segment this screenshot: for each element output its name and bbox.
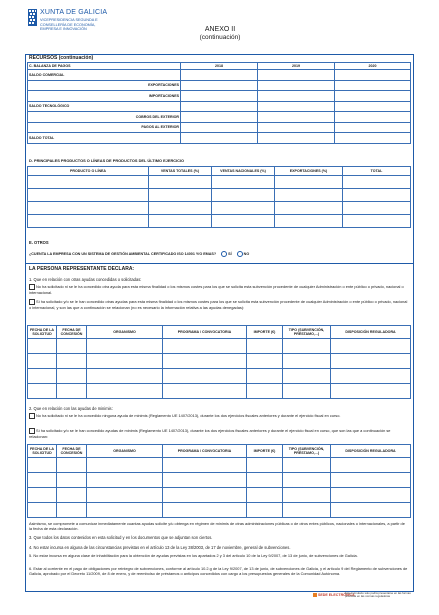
otros-title: E. OTROS <box>29 240 49 245</box>
cell-input[interactable] <box>163 354 247 369</box>
col-importe: IMPORTE (€) <box>247 445 283 458</box>
cell-input[interactable] <box>87 369 163 384</box>
cell-input[interactable] <box>28 215 149 228</box>
col-programa: PROGRAMA / CONVOCATORIA <box>163 445 247 458</box>
q1-opt2-text: Sí ha solicitado y/o se le han concedido otras ayudas para esta misma finalidad o los mismos costes para los que se solicita esta subvención procedente de cualquier Administración o ente público o privado, nacional o internacional, y son las que a continuación se relacionan (no es necesario la información relativa a las ayudas denegadas): <box>29 299 408 310</box>
q1-opt1-text: No ha solicitado ni se le ha concedido otra ayuda para esta misma finalidad o los mismos costes para los que se solicita esta subvención procedente de cualquier Administración o ente público o privado, nacional o internacional. <box>29 284 404 295</box>
cell-input[interactable] <box>343 176 411 189</box>
cell-input[interactable] <box>57 384 87 399</box>
cell-input[interactable] <box>181 112 258 123</box>
sede-icon <box>313 593 317 597</box>
table-row <box>28 369 411 384</box>
cell-input[interactable] <box>181 80 258 91</box>
table-row <box>28 215 411 228</box>
iso-no-option[interactable] <box>237 252 250 256</box>
item-5: 5. No estar incursa en alguna clase de inhabilitación para la obtención de ayudas previstas en los apartados 2 y 3 del artículo 10 de la Ley 9/2007, de 13 de junio, de subvenciones de Galicia. <box>29 553 358 558</box>
cell-input[interactable] <box>258 80 335 91</box>
row-label: COBROS DEL EXTERIOR <box>28 112 181 123</box>
col-organismo: ORGANISMO <box>87 326 163 339</box>
col-fecha-solicitud: FECHA DE LA SOLICITUD <box>28 445 57 458</box>
cell-input[interactable] <box>247 473 283 488</box>
item-3: 3. Que todos los datos contenidos en esta solicitud y en los documentos que se adjuntan son ciertos. <box>29 535 213 540</box>
cell-input[interactable] <box>258 133 335 144</box>
q1-option-2[interactable] <box>29 299 408 310</box>
annex-subtitle: (continuación) <box>199 34 241 41</box>
cell-input[interactable] <box>283 503 331 518</box>
dept-line-2: CONSELLERÍA DE ECONOMÍA, <box>40 22 96 27</box>
cell-input[interactable] <box>247 458 283 473</box>
aid-table-1 <box>27 325 411 399</box>
cell-input[interactable] <box>87 458 163 473</box>
cell-input[interactable] <box>163 488 247 503</box>
cell-input[interactable] <box>57 503 87 518</box>
col-organismo: ORGANISMO <box>87 445 163 458</box>
cell-input[interactable] <box>283 384 331 399</box>
col-ventas-nacionales: VENTAS NACIONALES (%) <box>212 167 275 176</box>
col-disposicion: DISPOSICIÓN REGULADORA <box>331 445 411 458</box>
cell-input[interactable] <box>247 354 283 369</box>
q1-option-1[interactable] <box>29 284 408 295</box>
cell-input[interactable] <box>331 473 411 488</box>
cell-input[interactable] <box>181 70 258 81</box>
cell-input[interactable] <box>28 189 149 202</box>
cell-input[interactable] <box>163 339 247 354</box>
cell-input[interactable] <box>28 473 57 488</box>
cell-input[interactable] <box>247 339 283 354</box>
col-programa: PROGRAMA / CONVOCATORIA <box>163 326 247 339</box>
cell-input[interactable] <box>343 189 411 202</box>
cell-input[interactable] <box>163 503 247 518</box>
cell-input[interactable] <box>331 384 411 399</box>
col-disposicion: DISPOSICIÓN REGULADORA <box>331 326 411 339</box>
cell-input[interactable] <box>331 369 411 384</box>
row-label: IMPORTACIONES <box>28 91 181 102</box>
cell-input[interactable] <box>258 122 335 133</box>
radio-yes[interactable] <box>221 251 227 257</box>
col-fecha-concesion: FECHA DE CONCESIÓN <box>57 326 87 339</box>
cell-input[interactable] <box>283 369 331 384</box>
cell-input[interactable] <box>258 70 335 81</box>
cell-input[interactable] <box>57 369 87 384</box>
row-label: SALDO COMERCIAL <box>28 70 181 81</box>
cell-input[interactable] <box>87 354 163 369</box>
xunta-logo <box>28 9 37 26</box>
table-row <box>28 189 411 202</box>
col-importe: IMPORTE (€) <box>247 326 283 339</box>
cell-input[interactable] <box>331 503 411 518</box>
productos-table <box>27 166 411 228</box>
cell-input[interactable] <box>258 91 335 102</box>
cell-input[interactable] <box>335 112 411 123</box>
declara-title: LA PERSONA REPRESENTANTE DECLARA: <box>29 266 135 272</box>
annex-title: ANEXO II <box>204 26 236 33</box>
aid-table-2 <box>27 444 411 518</box>
col-tipo: TIPO (SUBVENCIÓN, PRÉSTAMO,...) <box>283 445 331 458</box>
iso-question <box>29 251 249 257</box>
cell-input[interactable] <box>283 458 331 473</box>
cell-input[interactable] <box>28 488 57 503</box>
cell-input[interactable] <box>87 473 163 488</box>
balanza-title: C. BALANZA DE PAGOS <box>28 63 181 70</box>
cell-input[interactable] <box>163 384 247 399</box>
table-row <box>28 473 411 488</box>
cell-input[interactable] <box>149 189 212 202</box>
cell-input[interactable] <box>283 488 331 503</box>
table-row <box>28 339 411 354</box>
footer-note: Este formulario solo podrá presentarse en las formas previstas en las normas reguladoras <box>345 591 411 599</box>
cell-input[interactable] <box>247 369 283 384</box>
cell-input[interactable] <box>181 91 258 102</box>
cell-input[interactable] <box>87 488 163 503</box>
row-label: SALDO TOTAL <box>28 133 181 144</box>
col-ventas-totales: VENTAS TOTALES (%) <box>149 167 212 176</box>
cell-input[interactable] <box>335 91 411 102</box>
cell-input[interactable] <box>149 215 212 228</box>
cell-input[interactable] <box>212 215 275 228</box>
q2-opt1-text: No ha solicitado ni se le ha concedido ninguna ayuda de minimis (Reglamento UE 1407/2013), durante los dos ejercicios fiscales anteriores y durante el ejercicio fiscal en curso. <box>36 413 341 418</box>
table-row <box>28 503 411 518</box>
q2-option-2[interactable] <box>29 428 408 439</box>
cell-input[interactable] <box>57 339 87 354</box>
dept-line-3: EMPRESA E INNOVACIÓN <box>40 27 87 31</box>
dept-line-1: VICEPRESIDENCIA SEGUNDA E <box>40 18 98 22</box>
item-4: 4. No estar incursa en alguna de las circunstancias previstas en el artículo 13 de la Ley 38/2003, de 17 de noviembre, general de subvenciones. <box>29 545 291 550</box>
cell-input[interactable] <box>335 70 411 81</box>
cell-input[interactable] <box>275 215 343 228</box>
cell-input[interactable] <box>275 202 343 215</box>
recursos-title: RECURSOS (continuación) <box>29 55 94 61</box>
cell-input[interactable] <box>149 202 212 215</box>
col-total: TOTAL <box>343 167 411 176</box>
cell-input[interactable] <box>57 488 87 503</box>
cell-input[interactable] <box>28 354 57 369</box>
cell-input[interactable] <box>258 101 335 112</box>
cell-input[interactable] <box>28 384 57 399</box>
cell-input[interactable] <box>212 202 275 215</box>
cell-input[interactable] <box>163 369 247 384</box>
table-row <box>28 488 411 503</box>
col-producto: PRODUCTO O LÍNEA <box>28 167 149 176</box>
yes-label: SÍ <box>228 251 232 256</box>
iso-question-text: ¿CUENTA LA EMPRESA CON UN SISTEMA DE GESTIÓN AMBIENTAL CERTIFICADO ISO 14001 Y/O EMAS? <box>29 251 217 256</box>
cell-input[interactable] <box>247 503 283 518</box>
table-row <box>28 458 411 473</box>
col-tipo: TIPO (SUBVENCIÓN, PRÉSTAMO,...) <box>283 326 331 339</box>
cell-input[interactable] <box>57 354 87 369</box>
cell-input[interactable] <box>149 176 212 189</box>
radio-no[interactable] <box>237 251 243 257</box>
cell-input[interactable] <box>28 339 57 354</box>
cell-input[interactable] <box>163 473 247 488</box>
q2-text: 2. Que en relación con las ayudas de minimis: <box>29 406 113 411</box>
item-6: 6. Estar al corriente en el pago de obligaciones por reintegro de subvenciones, conforme al artículo 10.2.g de la Ley 9/2007, de 13 de junio, de subvenciones de Galicia, y el artículo 9 del Reglamento de subvenciones de Galicia, aprobado por el Decreto 11/2009, de 8 de enero, y de reembolso de préstamos o anticipos concedidos con cargo a los presupuestos generales de la Comunidad Autónoma. <box>29 566 408 577</box>
cell-input[interactable] <box>28 369 57 384</box>
cell-input[interactable] <box>331 354 411 369</box>
cell-input[interactable] <box>258 112 335 123</box>
cell-input[interactable] <box>87 384 163 399</box>
org-name: XUNTA DE GALICIA <box>40 9 108 16</box>
cell-input[interactable] <box>335 133 411 144</box>
cell-input[interactable] <box>335 101 411 112</box>
q2-option-1[interactable] <box>29 413 408 419</box>
cell-input[interactable] <box>275 189 343 202</box>
cell-input[interactable] <box>335 80 411 91</box>
cell-input[interactable] <box>87 339 163 354</box>
cell-input[interactable] <box>57 458 87 473</box>
cell-input[interactable] <box>163 458 247 473</box>
cell-input[interactable] <box>87 503 163 518</box>
col-fecha-concesion: FECHA DE CONCESIÓN <box>57 445 87 458</box>
cell-input[interactable] <box>28 202 149 215</box>
cell-input[interactable] <box>283 339 331 354</box>
cell-input[interactable] <box>212 189 275 202</box>
cell-input[interactable] <box>331 339 411 354</box>
closing-statement: Asimismo, se compromete a comunicar inmediatamente cuantas ayudas solicite y/u obtenga en régimen de minimis de otras administraciones públicas o de otros entes públicos, nacionales o internacionales, a partir de la fecha de esta declaración. <box>29 521 405 532</box>
row-label: PAGOS AL EXTERIOR <box>28 122 181 133</box>
year-col-2: 2019 <box>258 63 335 70</box>
balanza-pagos-table <box>27 62 411 144</box>
table-row <box>28 202 411 215</box>
table-row <box>28 354 411 369</box>
iso-yes-option[interactable] <box>221 252 231 256</box>
productos-title: D. PRINCIPALES PRODUCTOS O LÍNEAS DE PRODUCTOS DEL ÚLTIMO EJERCICIO <box>29 158 185 163</box>
q1-text: 1. Que en relación con otras ayudas concedidas o solicitadas: <box>29 277 142 282</box>
cell-input[interactable] <box>28 503 57 518</box>
cell-input[interactable] <box>283 354 331 369</box>
checkbox-q2-no[interactable] <box>29 413 35 419</box>
cell-input[interactable] <box>247 488 283 503</box>
cell-input[interactable] <box>335 122 411 133</box>
section-divider <box>25 263 413 264</box>
no-label: NO <box>243 251 250 256</box>
col-exportaciones: EXPORTACIONES (%) <box>275 167 343 176</box>
cell-input[interactable] <box>283 473 331 488</box>
cell-input[interactable] <box>181 122 258 133</box>
year-col-3: 2020 <box>335 63 411 70</box>
cell-input[interactable] <box>28 176 149 189</box>
cell-input[interactable] <box>275 176 343 189</box>
row-label: SALDO TECNOLÓGICO <box>28 101 181 112</box>
cell-input[interactable] <box>331 488 411 503</box>
cell-input[interactable] <box>57 473 87 488</box>
year-col-1: 2018 <box>181 63 258 70</box>
table-row <box>28 384 411 399</box>
sede-label: SEDE ELECTRÓNICA <box>318 593 355 597</box>
q2-opt2-text: Sí ha solicitado y/o se le han concedido ayudas de minimis (Reglamento UE 1407/2013), durante los dos ejercicios fiscales anteriores y durante el ejercicio fiscal en curso, que son las que a continuación se relacionan: <box>29 428 391 439</box>
cell-input[interactable] <box>181 101 258 112</box>
col-fecha-solicitud: FECHA DE LA SOLICITUD <box>28 326 57 339</box>
row-label: EXPORTACIONES <box>28 80 181 91</box>
cell-input[interactable] <box>343 215 411 228</box>
table-row <box>28 176 411 189</box>
cell-input[interactable] <box>331 458 411 473</box>
xunta-shield-icon <box>28 9 37 26</box>
cell-input[interactable] <box>181 133 258 144</box>
cell-input[interactable] <box>247 384 283 399</box>
cell-input[interactable] <box>212 176 275 189</box>
cell-input[interactable] <box>28 458 57 473</box>
cell-input[interactable] <box>343 202 411 215</box>
